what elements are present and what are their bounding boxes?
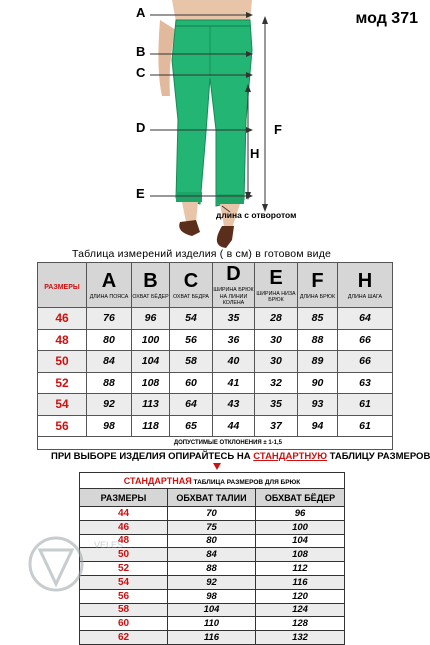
dimension-f-label: F <box>274 122 282 137</box>
value-cell: 54 <box>170 308 213 330</box>
size-cell: 58 <box>80 603 168 617</box>
value-cell: 104 <box>132 351 170 373</box>
value-cell: 90 <box>298 372 338 394</box>
dimension-b-label: B <box>136 44 146 59</box>
value-cell: 88 <box>87 372 132 394</box>
tolerance-row <box>38 437 393 450</box>
header-hips: ОБХВАТ БЁДЕР <box>256 489 345 507</box>
value-cell: 98 <box>87 415 132 437</box>
value-cell: 63 <box>338 372 393 394</box>
watermark-text: VELES <box>94 540 124 550</box>
table-row <box>38 329 393 351</box>
brand-watermark <box>26 526 156 626</box>
value-cell: 43 <box>213 394 255 416</box>
waist-cell: 75 <box>168 520 256 534</box>
table-row <box>38 308 393 330</box>
measurement-table-caption: Таблица измерений изделия ( в см) в готовом виде <box>72 248 332 260</box>
standard-table-title-row <box>80 473 345 489</box>
hips-cell: 132 <box>256 631 345 645</box>
size-cell: 46 <box>38 308 87 330</box>
value-cell: 58 <box>170 351 213 373</box>
value-cell: 84 <box>87 351 132 373</box>
size-cell: 46 <box>80 520 168 534</box>
value-cell: 92 <box>87 394 132 416</box>
model-number: мод 371 <box>355 10 418 27</box>
value-cell: 61 <box>338 415 393 437</box>
size-cell: 50 <box>38 351 87 373</box>
dimension-e-label: E <box>136 186 145 201</box>
table-row <box>80 507 345 521</box>
standard-table-header-row <box>80 489 345 507</box>
notice-highlight: СТАНДАРТНУЮ <box>253 451 327 462</box>
value-cell: 100 <box>132 329 170 351</box>
hips-cell: 112 <box>256 562 345 576</box>
waist-cell: 88 <box>168 562 256 576</box>
hips-cell: 104 <box>256 534 345 548</box>
waist-cell: 84 <box>168 548 256 562</box>
hips-cell: 116 <box>256 575 345 589</box>
value-cell: 41 <box>213 372 255 394</box>
value-cell: 88 <box>298 329 338 351</box>
pants-illustration <box>0 0 424 248</box>
value-cell: 96 <box>132 308 170 330</box>
standard-table-notice <box>51 451 430 462</box>
value-cell: 37 <box>255 415 298 437</box>
size-cell: 50 <box>80 548 168 562</box>
size-cell: 56 <box>80 589 168 603</box>
value-cell: 30 <box>255 351 298 373</box>
dimension-a-label: A <box>136 5 146 20</box>
value-cell: 113 <box>132 394 170 416</box>
value-cell: 94 <box>298 415 338 437</box>
col-e-header: E ШИРИНА НИЗА БРЮК <box>255 263 298 308</box>
waist-cell: 104 <box>168 603 256 617</box>
value-cell: 65 <box>170 415 213 437</box>
table-row <box>38 372 393 394</box>
tolerance-note: ДОПУСТИМЫЕ ОТКЛОНЕНИЯ ± 1-1,5 <box>38 437 393 450</box>
size-cell: 54 <box>38 394 87 416</box>
waist-cell: 70 <box>168 507 256 521</box>
value-cell: 89 <box>298 351 338 373</box>
dimension-c-label: C <box>136 65 146 80</box>
product-figure <box>0 0 424 248</box>
hips-cell: 120 <box>256 589 345 603</box>
notice-text-after: ТАБЛИЦУ РАЗМЕРОВ <box>327 451 430 462</box>
value-cell: 80 <box>87 329 132 351</box>
hips-cell: 100 <box>256 520 345 534</box>
value-cell: 85 <box>298 308 338 330</box>
col-c-header: C ОХВАТ БЕДРА <box>170 263 213 308</box>
size-cell: 52 <box>38 372 87 394</box>
col-a-header: A ДЛИНА ПОЯСА <box>87 263 132 308</box>
value-cell: 61 <box>338 394 393 416</box>
table-row <box>38 351 393 373</box>
measurement-table <box>37 262 393 450</box>
size-cell: 44 <box>80 507 168 521</box>
size-cell: 60 <box>80 617 168 631</box>
size-cell: 52 <box>80 562 168 576</box>
sizes-header: РАЗМЕРЫ <box>38 263 87 308</box>
size-cell: 62 <box>80 631 168 645</box>
table-row <box>80 631 345 645</box>
waist-cell: 92 <box>168 575 256 589</box>
value-cell: 44 <box>213 415 255 437</box>
value-cell: 66 <box>338 351 393 373</box>
down-arrow-icon <box>213 463 221 470</box>
hips-cell: 128 <box>256 617 345 631</box>
value-cell: 118 <box>132 415 170 437</box>
dimension-h-label: H <box>250 146 260 161</box>
value-cell: 28 <box>255 308 298 330</box>
col-f-header: F ДЛИНА БРЮК <box>298 263 338 308</box>
value-cell: 93 <box>298 394 338 416</box>
col-d-header: D ШИРИНА БРЮК НА ЛИНИИ КОЛЕНА <box>213 263 254 307</box>
table-row <box>38 415 393 437</box>
standard-table-title: СТАНДАРТНАЯ ТАБЛИЦА РАЗМЕРОВ ДЛЯ БРЮК <box>80 473 345 489</box>
hips-cell: 124 <box>256 603 345 617</box>
value-cell: 40 <box>213 351 255 373</box>
size-cell: 54 <box>80 575 168 589</box>
length-with-cuff-note: длина с отворотом <box>216 210 297 220</box>
table-row <box>38 394 393 416</box>
value-cell: 64 <box>338 308 393 330</box>
size-cell: 56 <box>38 415 87 437</box>
size-cell: 48 <box>80 534 168 548</box>
waist-cell: 80 <box>168 534 256 548</box>
hips-cell: 96 <box>256 507 345 521</box>
value-cell: 66 <box>338 329 393 351</box>
value-cell: 35 <box>255 394 298 416</box>
hips-cell: 108 <box>256 548 345 562</box>
value-cell: 64 <box>170 394 213 416</box>
waist-cell: 110 <box>168 617 256 631</box>
value-cell: 32 <box>255 372 298 394</box>
waist-cell: 116 <box>168 631 256 645</box>
header-waist: ОБХВАТ ТАЛИИ <box>168 489 256 507</box>
measurement-header-row <box>38 263 393 308</box>
dimension-d-label: D <box>136 120 146 135</box>
col-h-header: H ДЛИНА ШАГА <box>338 263 393 308</box>
value-cell: 76 <box>87 308 132 330</box>
value-cell: 36 <box>213 329 255 351</box>
value-cell: 108 <box>132 372 170 394</box>
waist-cell: 98 <box>168 589 256 603</box>
measurement-table-body <box>38 308 393 437</box>
value-cell: 35 <box>213 308 255 330</box>
header-sizes: РАЗМЕРЫ <box>80 489 168 507</box>
value-cell: 30 <box>255 329 298 351</box>
col-b-header: B ОХВАТ БЁДЕР <box>132 263 170 308</box>
value-cell: 56 <box>170 329 213 351</box>
size-cell: 48 <box>38 329 87 351</box>
value-cell: 60 <box>170 372 213 394</box>
notice-text-before: ПРИ ВЫБОРЕ ИЗДЕЛИЯ ОПИРАЙТЕСЬ НА <box>51 451 254 462</box>
